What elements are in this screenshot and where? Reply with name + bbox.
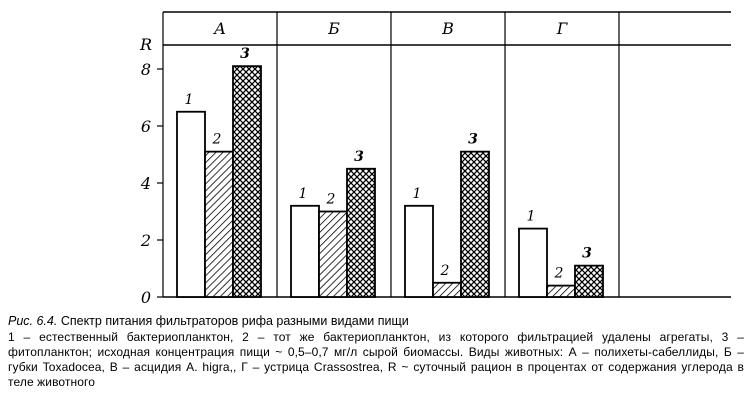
bar-panel2-series2 (433, 283, 461, 297)
panel-label-2: В (442, 19, 454, 38)
y-tick-label-4: 4 (140, 174, 152, 193)
bar-label-panel3-series1: 1 (526, 208, 536, 225)
panel-label-0: А (213, 19, 227, 38)
bar-label-panel1-series1: 1 (298, 185, 308, 202)
bar-label-panel0-series1: 1 (184, 91, 194, 108)
caption-title-line (8, 314, 744, 329)
bar-panel0-series2 (205, 152, 233, 297)
figure-number: Рис. 6.4. (8, 314, 58, 328)
figure-caption (8, 314, 744, 390)
y-axis-label: R (139, 35, 153, 54)
y-tick-label-2: 2 (140, 231, 152, 250)
caption-body: 1 – естественный бактериопланктон, 2 – тот же бактериопланктон, из которого фильтрацией удалены агрегаты, 3 – фитопланктон; исходная концентрация пищи ~ 0,5–0,7 мг/л сырой биомассы. Виды животных: А – полихеты-сабеллиды, Б – губки Toxadocea, В – асцидия A. higra,, Г – устрица Crassostrea, R ~ суточный рацион в процентах от содержания углерода в теле животного (8, 330, 744, 389)
bar-panel0-series3 (233, 66, 261, 297)
bar-label-panel1-series3: 3 (354, 148, 364, 165)
bar-panel1-series3 (347, 169, 375, 297)
bar-label-panel0-series2: 2 (212, 131, 222, 148)
panel-label-1: Б (328, 19, 340, 38)
bar-panel0-series1 (177, 112, 205, 297)
bars-group (177, 66, 603, 297)
bar-panel1-series1 (291, 206, 319, 297)
bar-label-panel0-series3: 3 (240, 46, 250, 63)
bar-label-panel1-series2: 2 (326, 191, 336, 208)
bar-label-panel3-series2: 2 (554, 265, 564, 282)
bar-label-panel2-series1: 1 (412, 185, 422, 202)
bar-label-panel2-series3: 3 (468, 131, 478, 148)
y-tick-label-0: 0 (140, 288, 152, 307)
panel-label-3: Г (556, 19, 568, 38)
bar-panel1-series2 (319, 212, 347, 298)
bar-panel3-series3 (575, 266, 603, 297)
bar-label-panel3-series3: 3 (582, 245, 592, 262)
y-tick-label-8: 8 (140, 60, 152, 79)
bar-panel2-series3 (461, 152, 489, 297)
bar-label-panel2-series2: 2 (440, 262, 450, 279)
caption-title: Спектр питания фильтраторов рифа разными видами пищи (60, 314, 409, 328)
bar-panel2-series1 (405, 206, 433, 297)
bar-panel3-series1 (519, 229, 547, 297)
bar-panel3-series2 (547, 286, 575, 297)
y-tick-label-6: 6 (140, 117, 152, 136)
